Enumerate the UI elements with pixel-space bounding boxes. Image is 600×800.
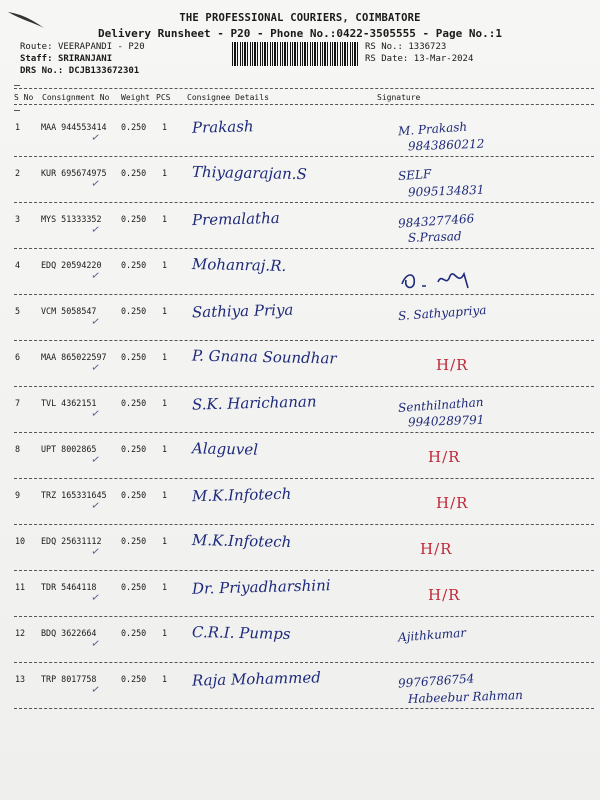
- rs-no-line: [365, 42, 446, 52]
- row-weight: 0.250: [121, 260, 147, 270]
- row-consignment-no: MAA 865022597: [41, 352, 107, 362]
- route-label: Route:: [20, 42, 53, 52]
- row-consignment-no: VCM 5058547: [41, 306, 97, 316]
- row-sno: 3: [15, 214, 21, 224]
- row-divider: [14, 708, 594, 709]
- row-signature-text: S. Sathyapriya: [397, 302, 487, 324]
- row-consignee-name: Sathiya Priya: [191, 300, 294, 322]
- check-mark-icon: ✓: [91, 497, 101, 513]
- row-weight: 0.250: [121, 536, 147, 546]
- rs-no-label: RS No.:: [365, 42, 403, 52]
- staff-label: Staff:: [20, 54, 53, 64]
- row-sno: 2: [15, 168, 21, 178]
- row-consignee-name: Alaguvel: [191, 439, 259, 459]
- row-pcs: 1: [162, 536, 168, 546]
- row-pcs: 1: [162, 306, 168, 316]
- rs-date-value: 13-Mar-2024: [413, 54, 474, 64]
- row-sno: 12: [15, 628, 26, 638]
- row-weight: 0.250: [121, 352, 147, 362]
- row-divider: [14, 248, 594, 249]
- row-consignee-name: Raja Mohammed: [191, 668, 322, 690]
- staff-line: [20, 54, 112, 64]
- row-sno: 11: [15, 582, 26, 592]
- col-pcs-header: PCS: [156, 93, 171, 102]
- row-signature-text: Senthilnathan: [397, 395, 484, 415]
- row-consignment-no: UPT 8002865: [41, 444, 97, 454]
- check-mark-icon: ✓: [91, 129, 101, 145]
- rs-date-line: [365, 54, 473, 64]
- check-mark-icon: ✓: [91, 359, 101, 375]
- row-consignee-name: S.K. Harichanan: [191, 392, 317, 414]
- row-pcs: 1: [162, 398, 168, 408]
- row-consignment-no: EDQ 20594220: [41, 260, 102, 270]
- row-sno: 7: [15, 398, 21, 408]
- row-divider: [14, 570, 594, 571]
- row-pcs: 1: [162, 352, 168, 362]
- check-mark-icon: ✓: [91, 635, 101, 651]
- row-divider: [14, 432, 594, 433]
- row-weight: 0.250: [121, 214, 147, 224]
- row-sno: 13: [15, 674, 26, 684]
- row-consignment-no: EDQ 25631112: [41, 536, 102, 546]
- row-consignment-no: MAA 944553414: [41, 122, 107, 132]
- row-pcs: 1: [162, 490, 168, 500]
- row-signature-text: M. Prakash: [397, 119, 468, 139]
- check-mark-icon: ✓: [91, 451, 101, 467]
- row-weight: 0.250: [121, 168, 147, 178]
- row-divider: [14, 386, 594, 387]
- row-signature-text: 9976786754: [397, 671, 475, 691]
- row-signature-text: 9843277466: [397, 211, 475, 231]
- row-consignee-name: M.K.Infotech: [191, 530, 292, 552]
- drs-value: DCJB133672301: [68, 66, 140, 76]
- row-consignment-no: KUR 695674975: [41, 168, 107, 178]
- divider: [14, 85, 20, 86]
- drs-line: [20, 66, 139, 76]
- row-sno: 4: [15, 260, 21, 270]
- row-pcs: 1: [162, 214, 168, 224]
- row-weight: 0.250: [121, 122, 147, 132]
- row-pcs: 1: [162, 168, 168, 178]
- row-weight: 0.250: [121, 490, 147, 500]
- row-consignment-no: TRZ 165331645: [41, 490, 107, 500]
- check-mark-icon: ✓: [91, 267, 101, 283]
- row-consignee-name: Premalatha: [191, 208, 280, 230]
- company-title: THE PROFESSIONAL COURIERS, COIMBATORE: [179, 12, 421, 24]
- check-mark-icon: ✓: [91, 221, 101, 237]
- row-sno: 6: [15, 352, 21, 362]
- col-sno-header: S No: [14, 93, 34, 102]
- header-divider-bottom: [14, 104, 594, 105]
- row-consignee-name: P. Gnana Soundhar: [191, 346, 337, 368]
- col-weight-header: Weight: [121, 93, 150, 102]
- row-weight: 0.250: [121, 628, 147, 638]
- row-signature-phone: Habeebur Rahman: [407, 687, 524, 707]
- row-weight: 0.250: [121, 444, 147, 454]
- row-consignee-name: Mohanraj.R.: [191, 255, 287, 275]
- check-mark-icon: ✓: [91, 681, 101, 697]
- row-signature-phone: 9940289791: [407, 412, 485, 430]
- row-divider: [14, 340, 594, 341]
- check-mark-icon: ✓: [91, 589, 101, 605]
- row-consignment-no: MYS 51333352: [41, 214, 102, 224]
- row-pcs: 1: [162, 260, 168, 270]
- row-weight: 0.250: [121, 674, 147, 684]
- row-sno: 1: [15, 122, 21, 132]
- row-consignee-name: Dr. Priyadharshini: [191, 576, 331, 598]
- check-mark-icon: ✓: [91, 313, 101, 329]
- col-consignment-header: Consignment No: [42, 93, 110, 102]
- col-signature-header: Signature: [377, 93, 421, 102]
- row-consignment-no: TDR 5464118: [41, 582, 97, 592]
- row-consignment-no: BDQ 3622664: [41, 628, 97, 638]
- row-weight: 0.250: [121, 306, 147, 316]
- row-divider: [14, 478, 594, 479]
- row-sno: 8: [15, 444, 21, 454]
- route-line: [20, 42, 145, 52]
- runsheet-subtitle: Delivery Runsheet - P20 - Phone No.:0422-3505555 - Page No.:1: [98, 27, 502, 40]
- row-pcs: 1: [162, 582, 168, 592]
- row-holding-remark: H/R: [436, 356, 469, 374]
- row-divider: [14, 156, 594, 157]
- route-value: VEERAPANDI - P20: [57, 42, 145, 52]
- header-divider-top: [14, 88, 594, 89]
- row-divider: [14, 202, 594, 203]
- row-weight: 0.250: [121, 582, 147, 592]
- row-sno: 9: [15, 490, 21, 500]
- row-signature-text: SELF: [397, 166, 432, 184]
- row-sno: 5: [15, 306, 21, 316]
- drs-label: DRS No.:: [20, 66, 64, 76]
- row-signature-phone: 9843860212: [407, 136, 485, 154]
- rs-date-label: RS Date:: [365, 54, 409, 64]
- rs-no-value: 1336723: [408, 42, 447, 52]
- row-consignee-name: M.K.Infotech: [191, 484, 292, 506]
- row-divider: [14, 524, 594, 525]
- row-pcs: 1: [162, 628, 168, 638]
- row-holding-remark: H/R: [428, 448, 461, 466]
- row-holding-remark: H/R: [436, 494, 469, 512]
- row-signature-phone: S.Prasad: [407, 229, 462, 245]
- barcode: [232, 42, 358, 66]
- row-consignee-name: Thiyagarajan.S: [191, 162, 308, 184]
- row-sno: 10: [15, 536, 26, 546]
- row-pcs: 1: [162, 122, 168, 132]
- row-divider: [14, 616, 594, 617]
- row-divider: [14, 662, 594, 663]
- signature-scribble: [398, 262, 508, 292]
- row-pcs: 1: [162, 674, 168, 684]
- check-mark-icon: ✓: [91, 543, 101, 559]
- check-mark-icon: ✓: [91, 175, 101, 191]
- row-consignment-no: TRP 8017758: [41, 674, 97, 684]
- row-divider: [14, 294, 594, 295]
- col-consignee-header: Consignee Details: [187, 93, 269, 102]
- row-consignee-name: Prakash: [191, 117, 254, 137]
- row-holding-remark: H/R: [420, 540, 453, 558]
- row-pcs: 1: [162, 444, 168, 454]
- row-holding-remark: H/R: [428, 586, 461, 604]
- staff-value: SRIRANJANI: [57, 54, 113, 64]
- row-signature-phone: 9095134831: [407, 182, 485, 200]
- row-signature-text: Ajithkumar: [397, 625, 467, 645]
- row-consignee-name: C.R.I. Pumps: [191, 622, 291, 644]
- row-consignment-no: TVL 4362151: [41, 398, 97, 408]
- divider: [14, 110, 20, 111]
- row-weight: 0.250: [121, 398, 147, 408]
- check-mark-icon: ✓: [91, 405, 101, 421]
